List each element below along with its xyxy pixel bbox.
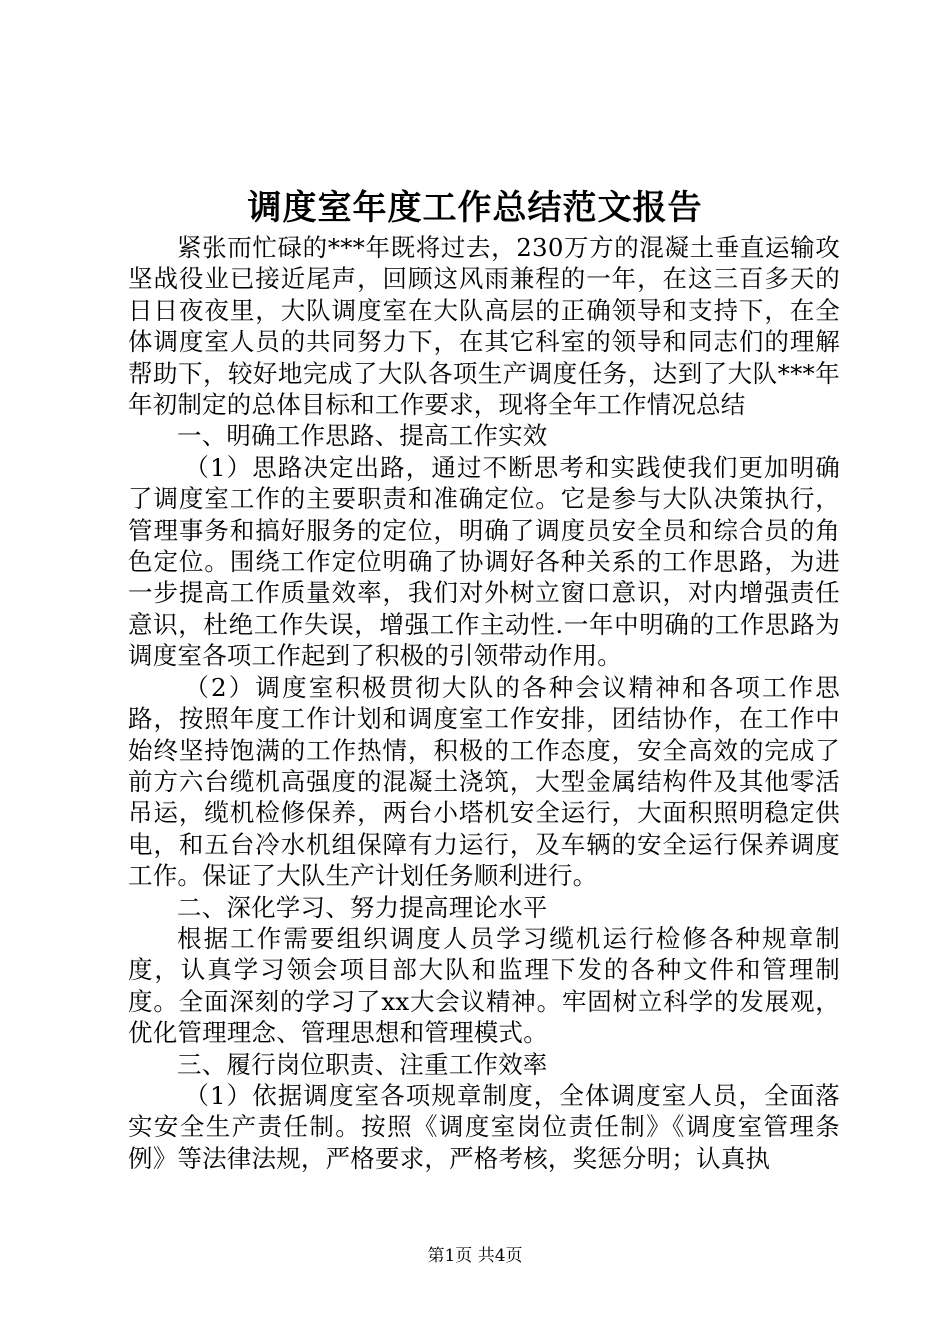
document-title: 调度室年度工作总结范文报告 (247, 188, 703, 228)
intro-paragraph: 紧张而忙碌的***年既将过去，230万方的混凝土垂直运输攻坚战役业已接近尾声，回顾这风雨兼程的一年，在这三百多天的日日夜夜里，大队调度室在大队高层的正确领导和支持下，在全体调度室人员的共同努力下，在其它科室的领导和同志们的理解帮助下，较好地完成了大队各项生产调度任务，达到了大队***年年初制定的总体目标和工作要求，现将全年工作情况总结 (128, 233, 840, 420)
section-1-item-1: （1）思路决定出路，通过不断思考和实践使我们更加明确了调度室工作的主要职责和准确定位。它是参与大队决策执行，管理事务和搞好服务的定位，明确了调度员安全员和综合员的角色定位。围绕工作定位明确了协调好各种关系的工作思路，为进一步提高工作质量效率，我们对外树立窗口意识，对内增强责任意识，杜绝工作失误，增强工作主动性.一年中明确的工作思路为调度室各项工作起到了积极的引领带动作用。 (128, 452, 840, 671)
section-heading-2: 二、深化学习、努力提高理论水平 (177, 892, 548, 922)
section-2-paragraph: 根据工作需要组织调度人员学习缆机运行检修各种规章制度，认真学习领会项目部大队和监理下发的各种文件和管理制度。全面深刻的学习了xx大会议精神。牢固树立科学的发展观，优化管理理念、管理思想和管理模式。 (128, 923, 840, 1048)
section-3-item-1: （1）依据调度室各项规章制度，全体调度室人员，全面落实安全生产责任制。按照《调度室岗位责任制》《调度室管理条例》等法律法规，严格要求，严格考核，奖惩分明；认真执 (128, 1080, 840, 1173)
section-heading-3: 三、履行岗位职责、注重工作效率 (177, 1049, 548, 1079)
section-1-item-2: （2）调度室积极贯彻大队的各种会议精神和各项工作思路，按照年度工作计划和调度室工作安排，团结协作，在工作中始终坚持饱满的工作热情，积极的工作态度，安全高效的完成了前方六台缆机高强度的混凝土浇筑，大型金属结构件及其他零活吊运，缆机检修保养，两台小塔机安全运行，大面积照明稳定供电，和五台冷水机组保障有力运行，及车辆的安全运行保养调度工作。保证了大队生产计划任务顺利进行。 (128, 672, 840, 891)
section-heading-1: 一、明确工作思路、提高工作实效 (177, 421, 548, 451)
page-footer: 第1页 共4页 (427, 1246, 523, 1266)
document-body (128, 232, 840, 1174)
